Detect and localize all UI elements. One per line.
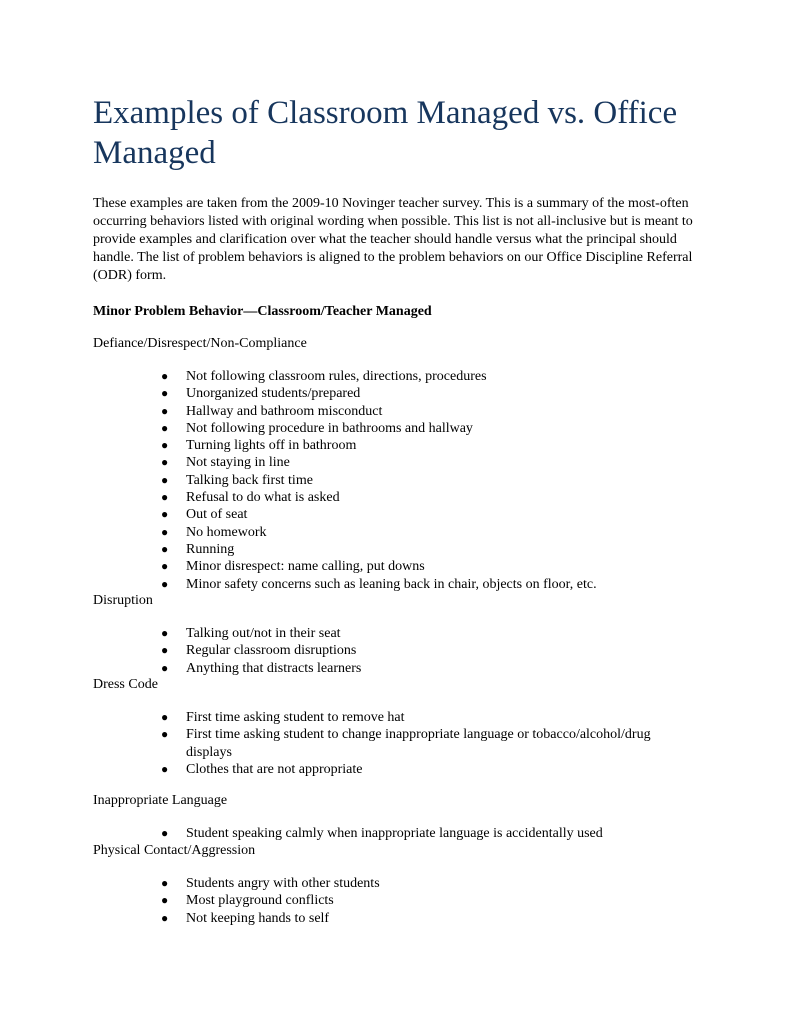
list-item-text: Refusal to do what is asked	[186, 490, 340, 506]
list-item	[159, 385, 679, 402]
list-item	[159, 726, 679, 761]
list-item-text: Anything that distracts learners	[186, 660, 362, 676]
bullet-icon: ●	[161, 541, 169, 556]
list-item-text: No homework	[186, 524, 267, 540]
list-item	[159, 642, 679, 659]
list-item	[159, 420, 679, 437]
bullet-icon: ●	[161, 660, 169, 675]
list-item	[159, 892, 679, 909]
section-heading: Minor Problem Behavior—Classroom/Teacher Managed	[93, 304, 432, 319]
list-item-text: Student speaking calmly when inappropriate language is accidentally used	[186, 826, 603, 841]
list-item	[159, 403, 679, 420]
list-item-text: Talking back first time	[186, 472, 313, 488]
list-item-text: Unorganized students/prepared	[186, 386, 361, 402]
list-item	[159, 709, 679, 726]
bullet-icon: ●	[161, 643, 169, 658]
bullet-icon: ●	[161, 455, 169, 470]
bullet-icon: ●	[161, 893, 169, 908]
bullet-icon: ●	[161, 386, 169, 401]
bullet-icon: ●	[161, 420, 169, 435]
list-item	[159, 576, 679, 593]
list-item-text: Not following classroom rules, directions, procedures	[186, 369, 487, 384]
list-item	[159, 910, 679, 927]
list-item	[159, 875, 679, 892]
category-label-defiance: Defiance/Disrespect/Non-Compliance	[93, 336, 307, 351]
list-item-text: Hallway and bathroom misconduct	[186, 403, 383, 419]
list-item-text: Out of seat	[186, 507, 248, 523]
bullet-list-inappropriate-language	[159, 825, 679, 842]
bullet-list-disruption	[159, 625, 679, 677]
bullet-icon: ●	[161, 727, 169, 742]
bullet-icon: ●	[161, 576, 169, 591]
bullet-list-defiance	[159, 368, 679, 593]
category-label-dress-code: Dress Code	[93, 677, 158, 692]
intro-paragraph: These examples are taken from the 2009-10 Novinger teacher survey. This is a summary of the most-often occurring behaviors listed with original wording when possible. This list is not all-inclusive but is meant to provide examples and clarification over what the teacher should handle versus what the principal should handle. The list of problem behaviors is aligned to the problem behaviors on our Office Discipline Referral (ODR) form.	[93, 196, 693, 283]
bullet-icon: ●	[161, 490, 169, 505]
list-item-text: Running	[186, 541, 235, 557]
list-item-text: Minor safety concerns such as leaning back in chair, objects on floor, etc.	[186, 576, 597, 592]
list-item	[159, 541, 679, 558]
list-item-text: Not staying in line	[186, 455, 290, 471]
list-item-text: Talking out/not in their seat	[186, 626, 341, 641]
list-item-text: First time asking student to change inappropriate language or tobacco/alcohol/drug displays	[186, 727, 651, 760]
list-item	[159, 489, 679, 506]
bullet-icon: ●	[161, 507, 169, 522]
bullet-icon: ●	[161, 472, 169, 487]
list-item	[159, 660, 679, 677]
list-item	[159, 761, 679, 778]
list-item-text: First time asking student to remove hat	[186, 710, 405, 725]
list-item-text: Clothes that are not appropriate	[186, 761, 363, 777]
bullet-icon: ●	[161, 438, 169, 453]
bullet-icon: ●	[161, 369, 169, 383]
list-item-text: Most playground conflicts	[186, 893, 334, 909]
list-item-text: Regular classroom disruptions	[186, 643, 357, 659]
bullet-icon: ●	[161, 910, 169, 925]
list-item	[159, 825, 679, 842]
bullet-icon: ●	[161, 710, 169, 724]
bullet-icon: ●	[161, 761, 169, 776]
bullet-list-physical-contact	[159, 875, 679, 927]
list-item	[159, 506, 679, 523]
list-item-text: Not following procedure in bathrooms and hallway	[186, 420, 473, 436]
list-item	[159, 524, 679, 541]
list-item	[159, 625, 679, 642]
list-item	[159, 454, 679, 471]
bullet-icon: ●	[161, 826, 169, 840]
list-item-text: Not keeping hands to self	[186, 910, 330, 926]
list-item-text: Minor disrespect: name calling, put downs	[186, 559, 425, 575]
list-item-text: Students angry with other students	[186, 876, 380, 891]
list-item	[159, 437, 679, 454]
bullet-icon: ●	[161, 626, 169, 640]
list-item	[159, 472, 679, 489]
bullet-icon: ●	[161, 403, 169, 418]
list-item	[159, 558, 679, 575]
category-label-inappropriate-language: Inappropriate Language	[93, 793, 228, 808]
bullet-list-dress-code	[159, 709, 679, 778]
bullet-icon: ●	[161, 559, 169, 574]
category-label-physical-contact: Physical Contact/Aggression	[93, 843, 256, 858]
bullet-icon: ●	[161, 876, 169, 890]
list-item-text: Turning lights off in bathroom	[186, 438, 357, 454]
category-label-disruption: Disruption	[93, 593, 153, 608]
list-item	[159, 368, 679, 385]
bullet-icon: ●	[161, 524, 169, 539]
page-title: Examples of Classroom Managed vs. Office Managed	[93, 95, 678, 171]
